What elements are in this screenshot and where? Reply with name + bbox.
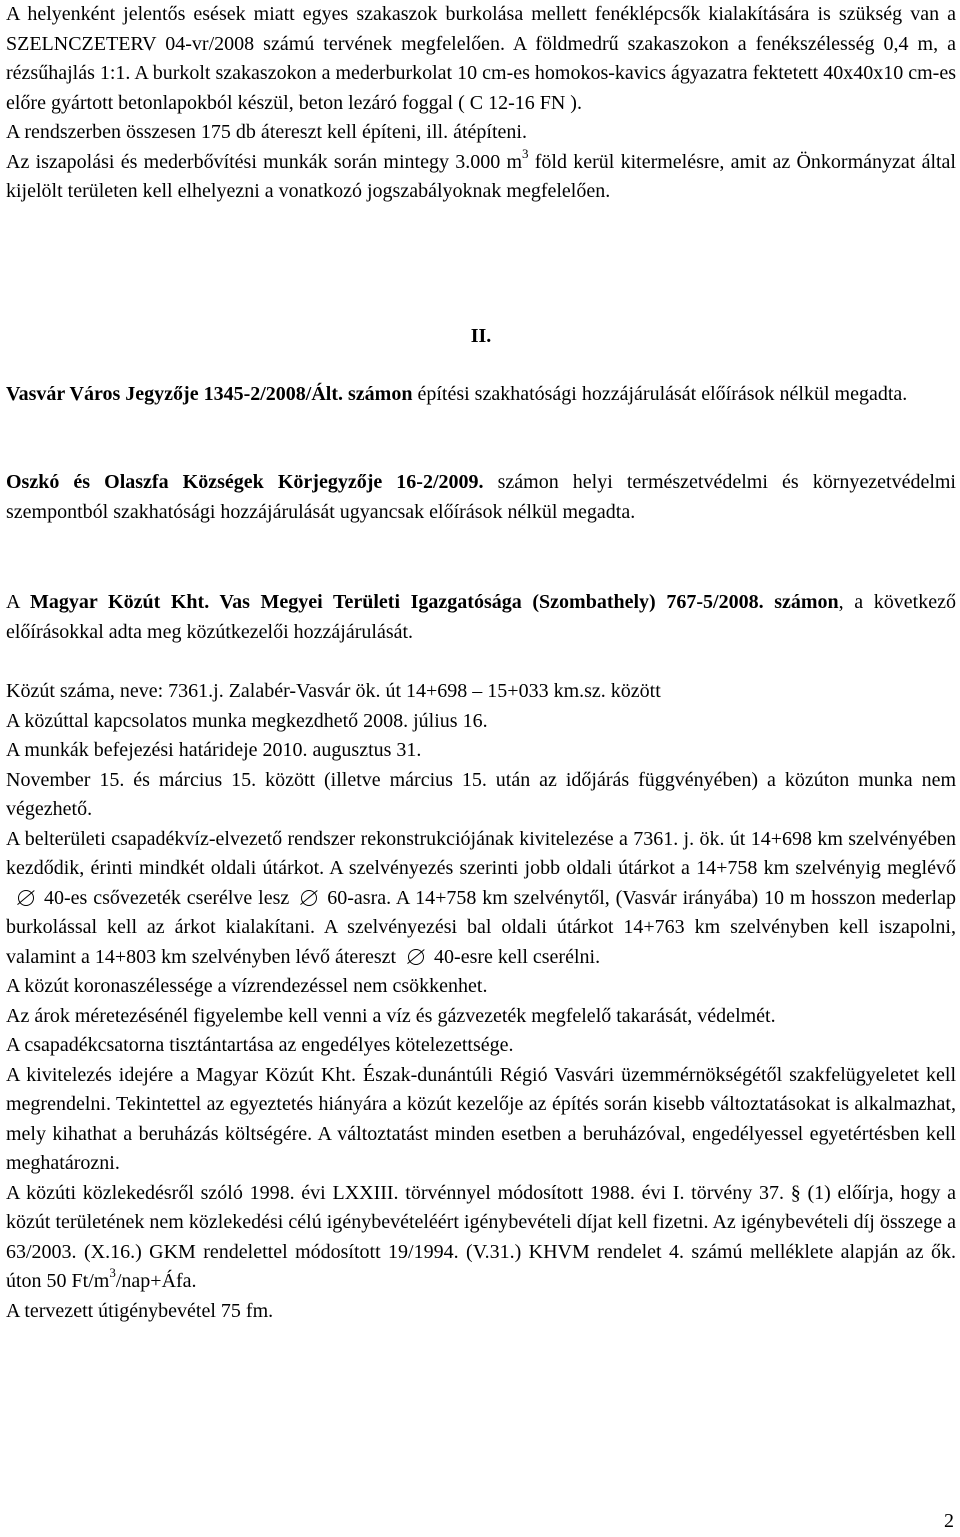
text-line — [6, 145, 956, 207]
text-line: A csapadékcsatorna tisztántartása az engedélyes kötelezettsége. — [6, 1034, 514, 1056]
paragraph-korjegyzo — [6, 468, 956, 527]
text-line: A helyenként jelentős esések miatt egyes szakaszok burkolása mellett fenéklépcsők kialakítására is szükség van a SZELNCZETERV 04-vr/2008 számú tervének megfelelően. A földmedrű szakaszokon a fenékszélesség 0,4 m, a rézsűhajlás 1:1. A burkolt szakaszokon a mederburkolat 10 cm-es homokos-kavics ágyazatra fektetett 40x40x10 cm-es előre gyártott betonlapokból készül, beton lezáró foggal ( C 12-16 FN ). — [6, 3, 956, 114]
page-number: 2 — [944, 1510, 954, 1532]
paragraph-jegyzo — [6, 380, 956, 410]
paragraph-drainage — [6, 0, 956, 207]
text-line: November 15. és március 15. között (illetve március 15. után az időjárás függvényében) a közúton munka nem végezhető. — [6, 768, 956, 820]
text-line — [6, 380, 956, 410]
superscript: 3 — [522, 145, 529, 161]
text-line — [6, 588, 956, 647]
superscript: 3 — [109, 1265, 116, 1281]
text-span: 40-es csővezeték cserélve lesz — [44, 886, 290, 909]
text-line: Közút száma, neve: 7361.j. Zalabér-Vasvár ök. út 14+698 – 15+033 km.sz. között — [6, 680, 661, 702]
paragraph-conditions — [6, 677, 956, 1326]
text-span: A belterületi csapadékvíz-elvezető rendszer rekonstrukciójának kivitelezése a 7361. j. ök. út 14+698 km szelvényében kezdődik, érinti mindkét oldali útárkot. A szelvényezés szerinti jobb oldali útárkot a 14+758 km szelvényig meglévő — [6, 827, 956, 879]
text-line: A munkák befejezési határideje 2010. augusztus 31. — [6, 739, 422, 761]
text-span: számon helyi természetvédelmi és környezetvédelmi szempontból szakhatósági hozzájárulását ugyancsak előírások nélkül megadta. — [6, 471, 956, 523]
text-line — [6, 468, 956, 527]
text-line — [6, 825, 956, 973]
text-span: föld kerül kitermelésre, amit az Önkormányzat által kijelölt területen kell elhelyezni a vonatkozó jogszabályoknak megfelelően. — [6, 150, 956, 202]
text-line: A közúttal kapcsolatos munka megkezdhető 2008. július 16. — [6, 709, 488, 732]
section-heading: II. — [470, 325, 492, 347]
diameter-icon — [18, 890, 34, 906]
text-line: A rendszerben összesen 175 db átereszt kell építeni, ill. átépíteni. — [6, 121, 527, 143]
paragraph-kozut — [6, 588, 956, 647]
bold-text: Oszkó és Olaszfa Községek Körjegyzője 16-2/2009. — [6, 471, 484, 493]
text-line: Az árok méretezésénél figyelembe kell venni a víz és gázvezeték megfelelő takarását, védelmét. — [6, 1004, 776, 1027]
text-line: A közút koronaszélessége a vízrendezéssel nem csökkenhet. — [6, 975, 488, 997]
text-span: 60-asra. A 14+758 km szelvénytől, (Vasvár irányába) 10 m hosszon mederlap burkolással kell az árkot kialakítani. A szelvényezési bal oldali útárkot 14+763 km szelvényben kell iszapolni, valamint a 14+803 km szelvényben lévő átereszt — [6, 886, 956, 968]
diameter-icon — [301, 890, 317, 906]
text-span: építési szakhatósági hozzájárulását előírások nélkül megadta. — [412, 383, 908, 405]
text-line: A kivitelezés idejére a Magyar Közút Kht. Észak-dunántúli Régió Vasvári üzemmérnökségétől szakfelügyeletet kell megrendelni. Tekintettel az egyeztetés hiányára a közút kezelője az építés során kisebb változtatásokat is alkalmazhat, mely kihathat a beruházás költségére. A változtatást minden esetben a beruházóval, engedélyessel egyetértésben kell meghatározni. — [6, 1063, 956, 1174]
text-line: A tervezett útigénybevétel 75 fm. — [6, 1299, 274, 1322]
diameter-icon — [408, 949, 424, 965]
text-span: A — [6, 591, 30, 613]
text-span: , a következő előírásokkal adta meg közútkezelői hozzájárulását. — [6, 591, 956, 643]
text-span: A közúti közlekedésről szóló 1998. évi LXXIII. törvénnyel módosított 1988. évi I. törvény 37. § (1) előírja, hogy a közút területének nem közlekedési célú igénybevételéért igénybevételi díjat kell fizetni. Az igénybevételi díj összege a 63/2003. (X.16.) GKM rendelettel módosított 19/1994. (V.31.) KHVM rendelet 4. számú melléklete alapján az ők. úton 50 Ft/m — [6, 1181, 956, 1292]
bold-text: Vasvár Város Jegyzője 1345-2/2008/Ált. számon — [6, 383, 413, 405]
text-span: /nap+Áfa. — [115, 1270, 197, 1292]
text-span: 40-esre kell cserélni. — [434, 945, 601, 968]
bold-text: Magyar Közút Kht. Vas Megyei Területi Igazgatósága (Szombathely) 767-5/2008. számon — [29, 591, 839, 613]
text-span: Az iszapolási és mederbővítési munkák során mintegy 3.000 m — [6, 150, 523, 173]
text-line — [6, 1179, 956, 1297]
